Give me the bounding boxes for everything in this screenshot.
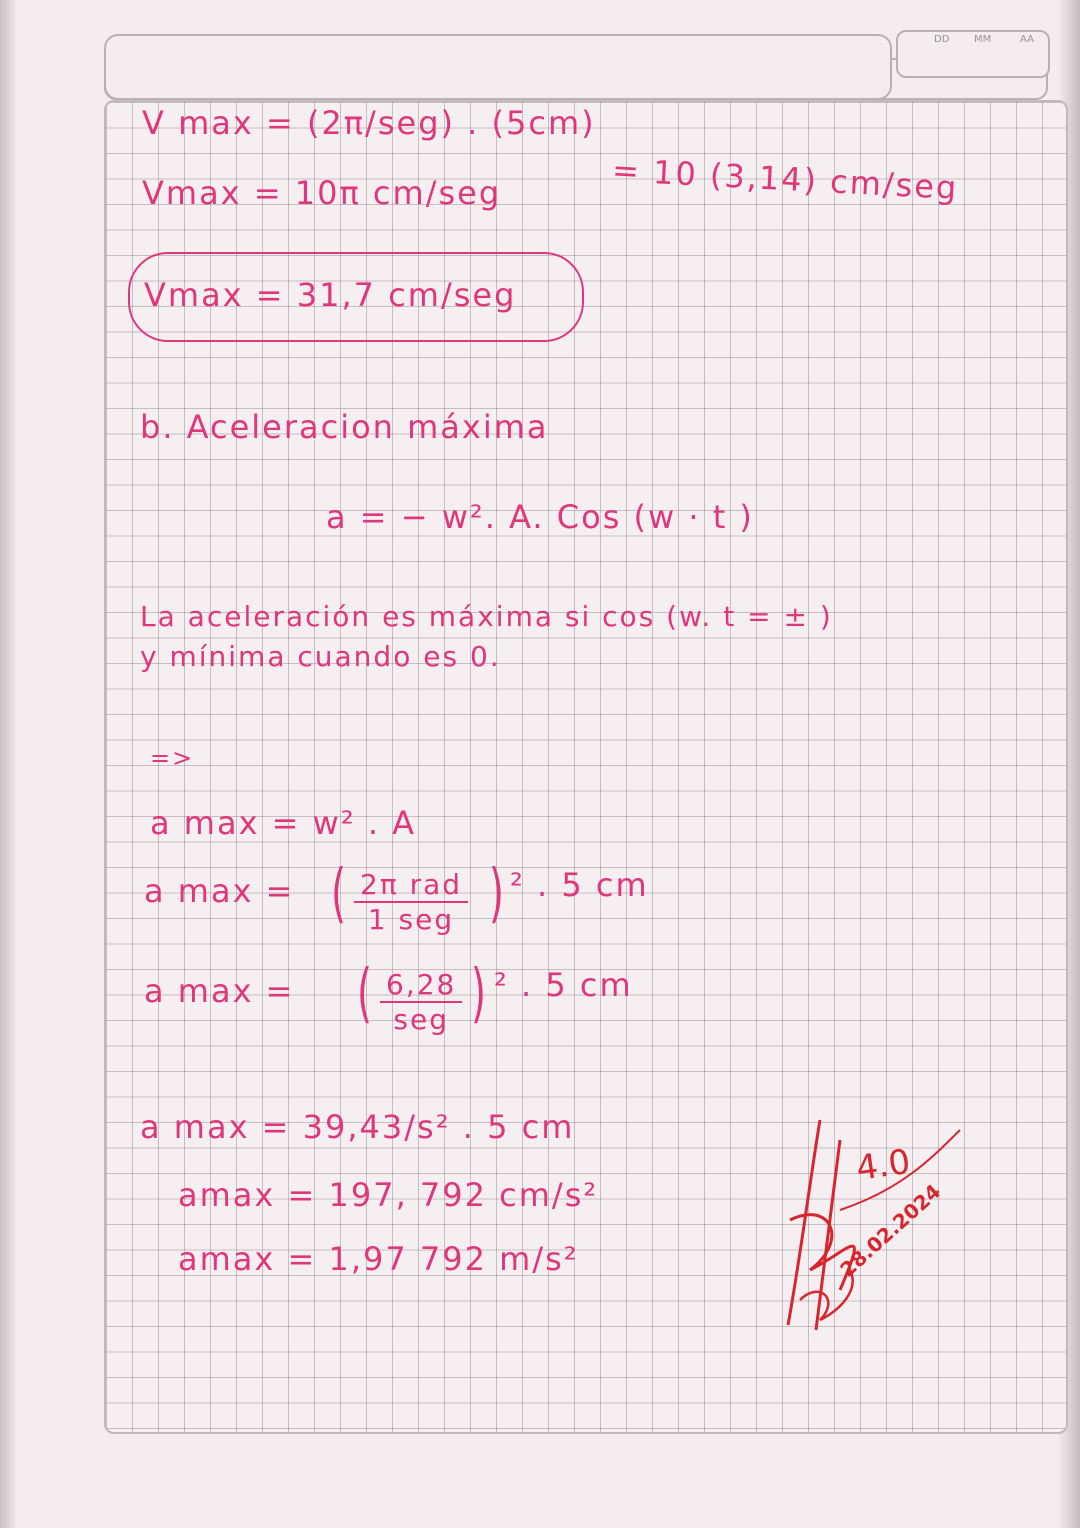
grade-date: 28.02.2024 — [835, 1179, 946, 1282]
close-paren: ) — [470, 957, 486, 1031]
amax-substitution-label: a max = — [144, 872, 295, 910]
implies-arrow: => — [150, 744, 195, 772]
amax-formula: a max = w² . A — [150, 804, 417, 842]
max-condition-text: La aceleración es máxima si cos (w. t = ± ) — [140, 600, 833, 633]
vmax-result: Vmax = 31,7 cm/seg — [144, 276, 517, 314]
vmax-formula-line: V max = (2π/seg) . (5cm) — [142, 104, 596, 142]
section-b-heading: b. Aceleracion máxima — [140, 408, 549, 446]
header-line — [104, 34, 892, 100]
date-box — [896, 30, 1050, 78]
amax-substitution-rest: ² . 5 cm — [510, 866, 649, 904]
amax-numeric-rest: ² . 5 cm — [494, 966, 633, 1004]
open-paren: ( — [330, 857, 346, 931]
grade-score: 4.0 — [853, 1141, 913, 1189]
fraction-6-28-per-seg — [380, 968, 462, 1036]
amax-m-result: amax = 1,97 792 m/s² — [178, 1240, 579, 1278]
fraction-denominator: seg — [393, 1003, 449, 1036]
fraction-numerator: 6,28 — [380, 968, 462, 1003]
min-condition-text: y mínima cuando es 0. — [140, 640, 501, 673]
date-label-month: MM — [974, 34, 992, 45]
acceleration-formula: a = − w². A. Cos (w · t ) — [326, 498, 754, 536]
open-paren: ( — [356, 957, 372, 1031]
vmax-numeric-line: = 10 (3,14) cm/seg — [611, 150, 960, 208]
amax-cm-result: amax = 197, 792 cm/s² — [178, 1176, 599, 1214]
fraction-denominator: 1 seg — [367, 903, 455, 936]
date-label-day: DD — [934, 34, 950, 45]
teacher-signature — [780, 1100, 970, 1340]
fraction-2pi-rad-per-seg — [354, 868, 468, 936]
date-label-year: AA — [1020, 34, 1034, 45]
amax-numeric-label: a max = — [144, 972, 295, 1010]
amax-squared-line: a max = 39,43/s² . 5 cm — [140, 1108, 575, 1146]
fraction-numerator: 2π rad — [354, 868, 468, 903]
close-paren: ) — [488, 857, 504, 931]
vmax-pi-line: Vmax = 10π cm/seg — [142, 174, 502, 212]
